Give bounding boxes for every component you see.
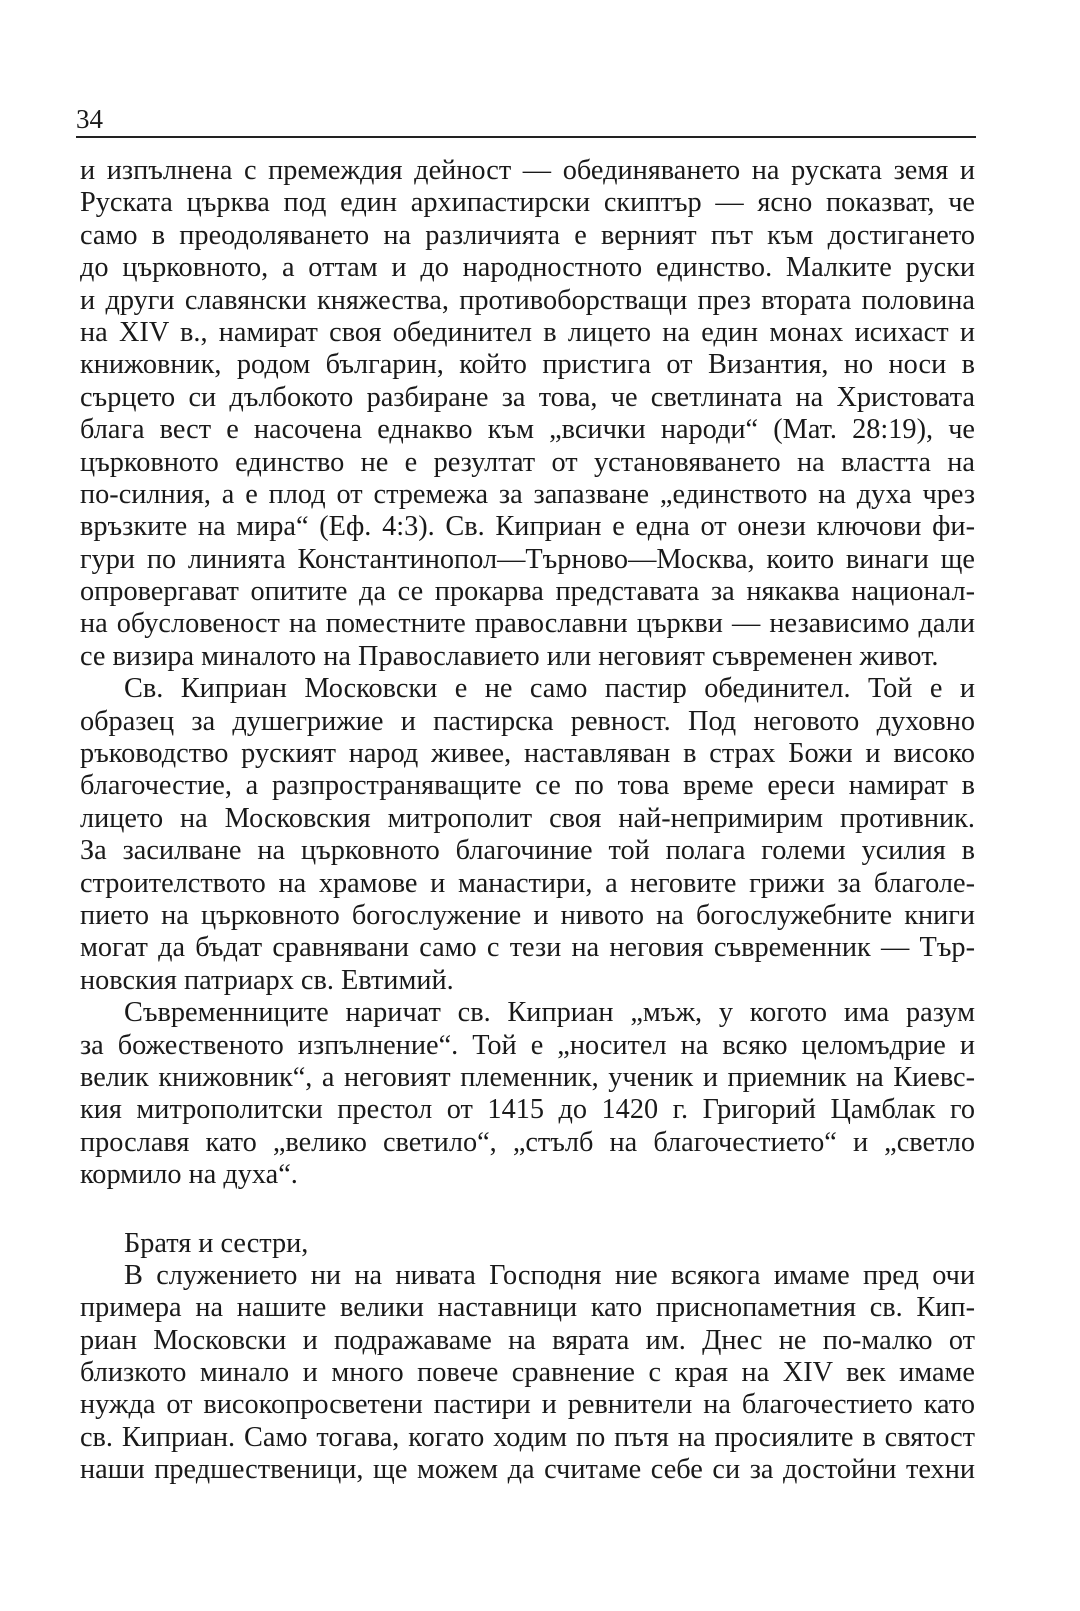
text-line: св. Киприан. Само тогава, когато ходим по пътя на просиялите в святост [80,1421,975,1453]
text-line: близкото минало и много повече сравнение с края на XIV век имаме [80,1357,975,1389]
text-line: кия митрополитски престол от 1415 до 1420 г. Григорий Цамблак го [80,1094,975,1126]
text-line: образец за душегрижие и пастирска ревност. Под неговото духовно [80,705,975,737]
text-line: църковното единство не е резултат от установяването на властта на [80,446,975,478]
text-line: по-силния, а е плод от стремежа за запазване „единството на духа чрез [80,478,975,510]
text-line: примера на нашите велики наставници като приснопаметния св. Кип- [80,1292,975,1324]
text-line: могат да бъдат сравнявани само с тези на неговия съвременник — Тър- [80,932,975,964]
text-line: блага вест е насочена еднакво към „всички народи“ (Мат. 28:19), че [80,414,975,446]
text-line: на XIV в., намират своя обединител в лицето на един монах исихаст и [80,316,975,348]
text-line: и изпълнена с премеждия дейност — обединяването на руската земя и [80,155,975,186]
paragraph-spacer [80,1192,975,1228]
text-line: велик книжовник“, а неговият племенник, ученик и приемник на Киевс- [80,1061,975,1093]
text-line: наши предшественици, ще можем да считаме себе си за достойни техни [80,1454,975,1486]
text-line: Руската църква под един архипастирски скиптър — ясно показват, че [80,187,975,219]
text-line: пието на църковното богослужение и нивото на богослужебните книги [80,899,975,931]
text-line: книжовник, родом българин, който пристига от Византия, но носи в [80,349,975,381]
text-line: и други славянски княжества, противоборстващи през втората половина [80,284,975,316]
text-line: само в преодоляването на различията е верният път към достигането [80,219,975,251]
text-line: кормило на духа“. [80,1159,298,1191]
text-line: лицето на Московския митрополит своя най-непримирим противник. [80,802,975,834]
text-line: сърцето си дълбокото разбиране за това, че светлината на Христовата [80,381,975,413]
text-line: В служението ни на нивата Господня ние всякога имаме пред очи [124,1259,975,1291]
text-line: за божественото изпълнение“. Той е „носител на всяко целомъдрие и [80,1029,975,1061]
text-line: прославя като „велико светило“, „стълб на благочестието“ и „светло [80,1126,975,1158]
text-line: до църковното, а оттам и до народностното единство. Малките руски [80,252,975,284]
text-line: За засилване на църковното благочиние той полага големи усилия в [80,835,975,867]
text-line: благочестие, а разпространяващите се по това време ереси намират в [80,770,975,802]
body-text [80,155,975,1487]
text-line: риан Московски и подражаваме на вярата им. Днес не по-малко от [80,1324,975,1356]
text-line: Братя и сестри, [124,1227,309,1259]
text-line: нужда от високопросветени пастири и ревнители на благочестието като [80,1389,975,1421]
paragraph [80,673,975,997]
text-line: се визира миналото на Православието или неговият съвременен живот. [80,640,939,672]
text-line: връзките на мира“ (Еф. 4:3). Св. Киприан е една от онези ключови фи- [80,511,975,543]
paragraph [80,155,975,673]
paragraph [80,1228,975,1260]
paragraph [80,997,975,1191]
page-number: 34 [76,104,103,134]
text-line: гури по линията Константинопол—Търново—Москва, които винаги ще [80,543,975,575]
text-line: опровергават опитите да се прокарва представата за някаква национал- [80,576,975,608]
text-line: новския патриарх св. Евтимий. [80,964,454,996]
text-line: на обусловеност на поместните православни църкви — независимо дали [80,608,975,640]
text-line: Св. Киприан Московски е не само пастир обединител. Той е и [124,673,975,705]
text-line: строителството на храмове и манастири, а неговите грижи за благоле- [80,867,975,899]
text-line: Съвременниците наричат св. Киприан „мъж, у когото има разум [124,997,975,1029]
text-line: ръководство руският народ живее, наставляван в страх Божи и високо [80,738,975,770]
paragraph [80,1260,975,1487]
page-header [76,104,976,138]
